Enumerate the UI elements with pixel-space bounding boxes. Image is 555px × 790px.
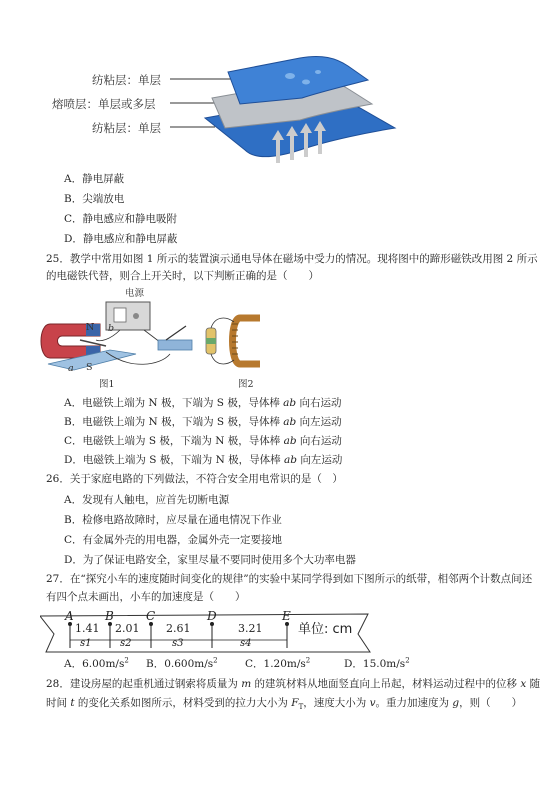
droplet xyxy=(302,80,310,85)
q27-option-c: C．$1.20m/s^2$ xyxy=(245,656,311,670)
q27-stem-line2: 有四个点未画出，小车的加速度是（ ） xyxy=(46,591,246,603)
fabric-label-bottom: 纺粘层：单层 xyxy=(92,121,161,135)
q24-option-a: A．静电屏蔽 xyxy=(64,173,125,185)
droplet xyxy=(285,73,295,79)
electromagnet-core xyxy=(233,318,261,364)
fig1-label-a: a xyxy=(68,363,74,374)
q26-stem: 26．关于家庭电路的下列做法，不符合安全用电常识的是（ ） xyxy=(46,473,343,485)
fig1-pole-n: N xyxy=(86,322,95,333)
q28-stem-line2: 时间 t 的变化关系如图所示，材料受到的拉力大小为 $F_T$，速度大小为 v。重力加速度为 g，则（ ） xyxy=(46,697,523,712)
q27-option-b: B．$0.600m/s^2$ xyxy=(146,656,218,670)
q27-option-d: D．$15.0m/s^2$ xyxy=(344,656,410,670)
tape-unit: 单位: cm xyxy=(298,622,353,637)
q26-option-d: D．为了保证电路安全，家里尽量不要同时使用多个大功率电器 xyxy=(64,554,356,566)
q28-stem-line1: 28．建设房屋的起重机通过钢索将质量为 m 的建筑材料从地面竖直向上吊起，材料运动过程中的位移 x 随 xyxy=(46,678,541,690)
switch xyxy=(158,340,192,350)
q25-option-b: B．电磁铁上端为 N 极，下端为 S 极，导体棒 ab 向左运动 xyxy=(64,416,342,428)
fabric-layer-figure xyxy=(0,0,555,170)
q26-option-a: A．发现有人触电，应首先切断电源 xyxy=(64,494,230,506)
q25-figure xyxy=(40,280,280,390)
fig1-pole-s: S xyxy=(86,362,93,373)
tape-point-c: C xyxy=(146,609,156,623)
q27-option-a: A．$6.00m/s^2$ xyxy=(64,656,129,670)
q26-option-b: B．检修电路故障时，应尽量在通电情况下作业 xyxy=(64,514,282,526)
fig1-caption: 图1 xyxy=(99,379,115,390)
fabric-label-top: 纺粘层：单层 xyxy=(92,73,161,87)
tape-value-2: 2.01 xyxy=(115,622,140,635)
droplet xyxy=(315,70,321,74)
q26-option-c: C．有金属外壳的用电器，金属外壳一定要接地 xyxy=(64,534,283,546)
tape-segment-1: s1 xyxy=(80,638,92,649)
tape-point-e: E xyxy=(282,609,291,623)
fabric-label-middle: 熔喷层：单层或多层 xyxy=(52,97,156,111)
q25-option-d: D．电磁铁上端为 S 极，下端为 N 极，导体棒 ab 向左运动 xyxy=(64,454,343,466)
fig1-label-b: b xyxy=(108,323,115,334)
tape-point-a: A xyxy=(65,609,74,623)
q27-stem-line1: 27．在“探究小车的速度随时间变化的规律”的实验中某同学得到如下图所示的纸带，相邻两个计数点间还 xyxy=(46,573,533,585)
tape-segment-4: s4 xyxy=(240,638,252,649)
tape-value-3: 2.61 xyxy=(166,622,191,635)
q25-option-c: C．电磁铁上端为 S 极，下端为 N 极，导体棒 ab 向右运动 xyxy=(64,435,342,447)
tape-segment-2: s2 xyxy=(120,638,132,649)
q25-option-a: A．电磁铁上端为 N 极，下端为 S 极，导体棒 ab 向右运动 xyxy=(64,397,342,409)
tape-value-4: 3.21 xyxy=(238,622,263,635)
fig1-power-label: 电源 xyxy=(125,288,145,299)
tape-value-1: 1.41 xyxy=(75,622,100,635)
tape-point-b: B xyxy=(105,609,114,623)
q25-stem-line2: 的电磁铁代替，则合上开关时，以下判断正确的是（ ） xyxy=(46,270,319,282)
tape-point-d: D xyxy=(207,609,217,623)
q24-option-b: B．尖端放电 xyxy=(64,193,125,205)
q25-stem-line1: 25．教学中常用如图 1 所示的装置演示通电导体在磁场中受力的情况。现将图中的蹄形磁铁改用图 2 所示 xyxy=(46,253,538,265)
q24-option-c: C．静电感应和静电吸附 xyxy=(64,213,178,225)
tape-segment-3: s3 xyxy=(172,638,184,649)
fig2-caption: 图2 xyxy=(238,379,254,390)
q24-option-d: D．静电感应和静电屏蔽 xyxy=(64,233,178,245)
